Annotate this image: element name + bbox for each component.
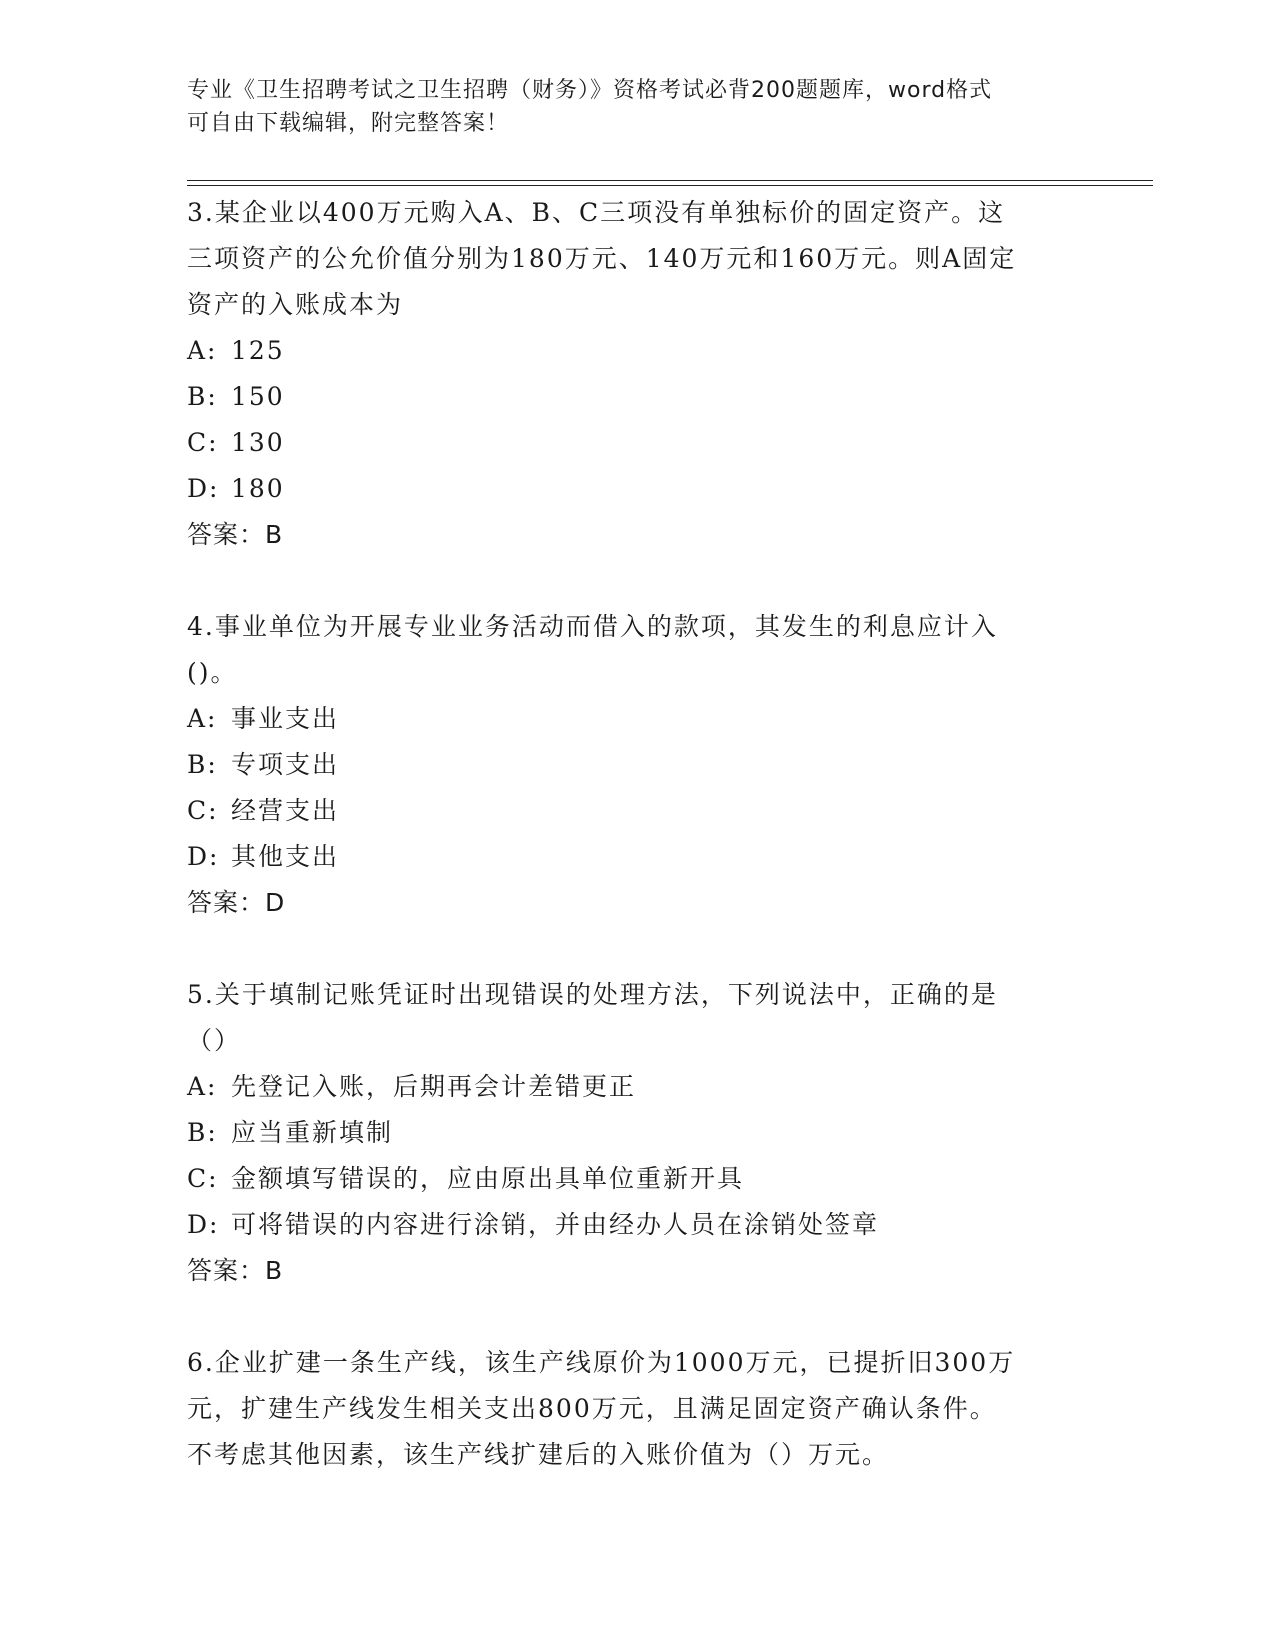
- option-a: [187, 328, 1087, 374]
- stem-line: 4.事业单位为开展专业业务活动而借入的款项，其发生的利息应计入: [187, 612, 998, 641]
- stem-line: 5.关于填制记账凭证时出现错误的处理方法，下列说法中，正确的是: [187, 980, 998, 1009]
- option-text: 经营支出: [231, 796, 340, 825]
- option-key: C:: [187, 1164, 219, 1193]
- option-key: A:: [187, 704, 218, 733]
- header-title-line2: 可自由下载编辑，附完整答案！: [187, 111, 510, 136]
- option-text: 其他支出: [231, 842, 340, 871]
- option-key: B:: [187, 382, 218, 411]
- option-c: [187, 1156, 1087, 1202]
- option-key: C:: [187, 796, 219, 825]
- question-4: [187, 604, 1087, 926]
- document-header: [187, 74, 1067, 140]
- option-d: [187, 834, 1087, 880]
- answer-line: 答案：D: [187, 888, 286, 917]
- option-b: [187, 1110, 1087, 1156]
- option-key: A:: [187, 336, 218, 365]
- question-list: [187, 190, 1087, 1478]
- option-key: B:: [187, 1118, 218, 1147]
- question-stem: [187, 972, 1087, 1064]
- option-b: [187, 742, 1087, 788]
- option-d: [187, 466, 1087, 512]
- option-c: [187, 420, 1087, 466]
- header-divider-bottom: [187, 185, 1153, 186]
- stem-line: 6.企业扩建一条生产线，该生产线原价为1000万元，已提折旧300万: [187, 1348, 1016, 1377]
- stem-line: 元，扩建生产线发生相关支出800万元，且满足固定资产确认条件。: [187, 1394, 997, 1423]
- question-6: [187, 1340, 1087, 1478]
- option-c: [187, 788, 1087, 834]
- option-text: 先登记入账，后期再会计差错更正: [231, 1072, 637, 1101]
- option-text: 150: [231, 382, 285, 411]
- option-key: D:: [187, 1210, 220, 1239]
- stem-line: （）: [187, 1026, 242, 1055]
- answer-line: 答案：B: [187, 1256, 284, 1285]
- option-text: 金额填写错误的，应由原出具单位重新开具: [231, 1164, 745, 1193]
- option-b: [187, 374, 1087, 420]
- question-3: [187, 190, 1087, 558]
- header-divider-top: [187, 180, 1153, 181]
- option-text: 可将错误的内容进行涂销，并由经办人员在涂销处签章: [231, 1210, 880, 1239]
- option-text: 专项支出: [231, 750, 340, 779]
- option-key: B:: [187, 750, 218, 779]
- option-text: 应当重新填制: [231, 1118, 394, 1147]
- question-stem: [187, 1340, 1087, 1478]
- question-5: [187, 972, 1087, 1294]
- option-d: [187, 1202, 1087, 1248]
- stem-line: ()。: [187, 658, 238, 687]
- option-key: D:: [187, 474, 220, 503]
- stem-line: 三项资产的公允价值分别为180万元、140万元和160万元。则A固定: [187, 244, 1017, 273]
- option-a: [187, 1064, 1087, 1110]
- option-text: 125: [231, 336, 285, 365]
- option-key: A:: [187, 1072, 218, 1101]
- question-stem: [187, 190, 1087, 328]
- option-text: 事业支出: [231, 704, 340, 733]
- header-title-line1: 专业《卫生招聘考试之卫生招聘（财务）》资格考试必背200题题库，word格式: [187, 78, 993, 103]
- option-text: 180: [231, 474, 285, 503]
- stem-line: 3.某企业以400万元购入A、B、C三项没有单独标价的固定资产。这: [187, 198, 1006, 227]
- stem-line: 不考虑其他因素，该生产线扩建后的入账价值为（）万元。: [187, 1440, 890, 1469]
- question-stem: [187, 604, 1087, 696]
- answer-line: 答案：B: [187, 520, 284, 549]
- option-a: [187, 696, 1087, 742]
- stem-line: 资产的入账成本为: [187, 290, 404, 319]
- option-key: D:: [187, 842, 220, 871]
- option-key: C:: [187, 428, 219, 457]
- option-text: 130: [231, 428, 285, 457]
